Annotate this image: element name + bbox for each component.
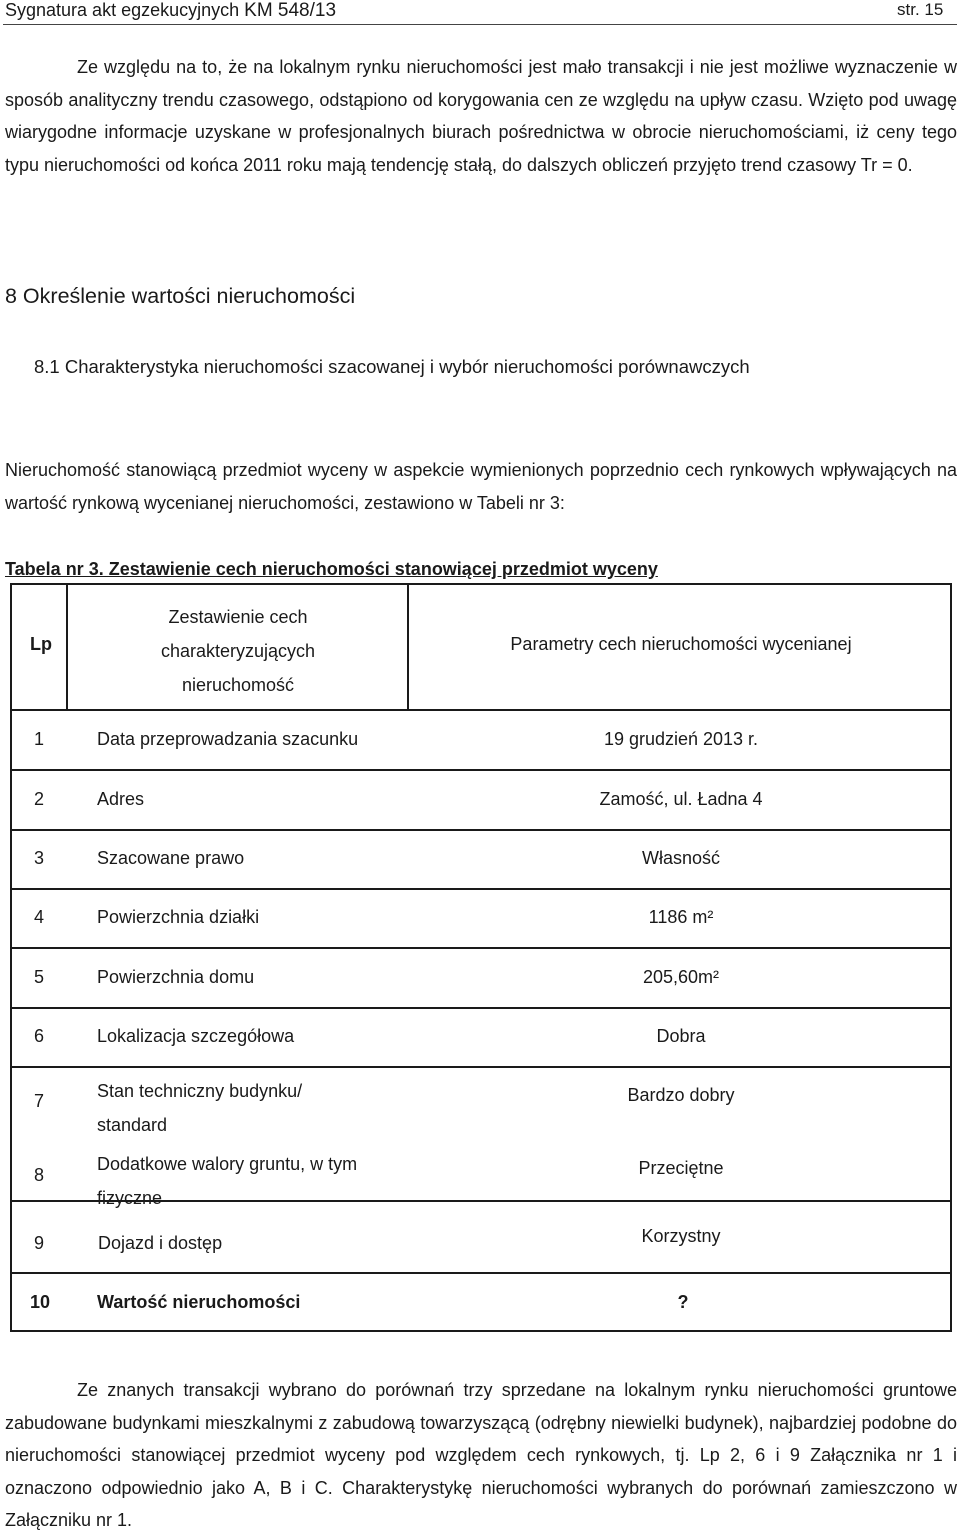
row-lp: 8	[34, 1165, 45, 1185]
row-feature-line: fizyczne	[97, 1188, 163, 1208]
header-params: Parametry cech nieruchomości wycenianej	[510, 634, 852, 654]
table-row-divider	[10, 1066, 952, 1068]
section-heading: 8 Określenie wartości nieruchomości	[5, 284, 356, 308]
row-value: Przeciętne	[638, 1158, 724, 1178]
row-feature	[97, 1147, 357, 1215]
row-value: Bardzo dobry	[627, 1085, 735, 1105]
row-feature: Dojazd i dostęp	[98, 1233, 223, 1253]
row-feature: Powierzchnia domu	[97, 967, 255, 987]
row-feature: Data przeprowadzania szacunku	[97, 729, 359, 749]
row-feature: Adres	[97, 789, 145, 809]
signature-prefix: Sygnatura akt egzekucyjnych	[5, 0, 245, 20]
header-divider	[3, 24, 957, 25]
document-signature	[5, 0, 336, 22]
row-lp: 5	[34, 967, 45, 987]
row-value: Korzystny	[641, 1226, 721, 1246]
header-feature-line: nieruchomość	[181, 675, 295, 695]
header-feature-line: Zestawienie cech	[168, 607, 308, 627]
intro-paragraph: Ze względu na to, że na lokalnym rynku nieruchomości jest mało transakcji i nie jest możliwe wyznaczenie w sposób analityczny trendu czasowego, odstąpiono od korygowania cen ze względu na upływ czasu. Wzięto pod uwagę wiarygodne informacje uzyskane w profesjonalnych biurach pośrednictwa w obrocie nieruchomościami, iż ceny tego typu nieruchomości od końca 2011 roku mają tendencję stałą, do dalszych obliczeń przyjęto trend czasowy Tr = 0.	[5, 57, 957, 175]
table-row-divider	[10, 888, 952, 890]
row-value: ?	[677, 1292, 689, 1312]
table-row-divider	[10, 947, 952, 949]
features-table	[10, 583, 952, 1332]
description-paragraph: Nieruchomość stanowiącą przedmiot wyceny w aspekcie wymienionych poprzednio cech rynkowych wpływających na wartość rynkową wycenianej nieruchomości, zestawiono w Tabeli nr 3:	[5, 460, 957, 513]
row-value: 19 grudzień 2013 r.	[603, 729, 759, 749]
row-value: Własność	[641, 848, 721, 868]
table-border-bottom	[10, 1330, 952, 1332]
row-lp: 6	[34, 1026, 45, 1046]
row-feature: Szacowane prawo	[97, 848, 245, 868]
row-value: 205,60m²	[642, 967, 720, 987]
table-col-divider	[407, 583, 409, 709]
table-row-divider	[10, 1272, 952, 1274]
table-row-divider	[10, 1007, 952, 1009]
header-feature	[161, 600, 315, 702]
row-feature-line: standard	[97, 1115, 168, 1135]
table-border-right	[950, 583, 952, 1332]
row-lp: 7	[34, 1091, 45, 1111]
page-number: str. 15	[897, 0, 944, 19]
row-lp: 10	[30, 1292, 51, 1312]
row-lp: 1	[34, 729, 45, 749]
row-lp: 3	[34, 848, 45, 868]
row-value: Zamość, ul. Ładna 4	[599, 789, 763, 809]
row-feature: Powierzchnia działki	[97, 907, 260, 927]
subsection-heading: 8.1 Charakterystyka nieruchomości szacowanej i wybór nieruchomości porównawczych	[34, 356, 750, 377]
table-border-top	[10, 583, 952, 585]
table-header-divider	[10, 709, 952, 711]
closing-paragraph: Ze znanych transakcji wybrano do porównań trzy sprzedane na lokalnym rynku nieruchomości gruntowe zabudowane budynkami mieszkalnymi z zabudową towarzyszącą (odrębny niewielki budynek), najbardziej podobne do nieruchomości stanowiącej przedmiot wyceny pod względem cech rynkowych, tj. Lp 2, 6 i 9 Załącznika nr 1 i oznaczono odpowiednio jako A, B i C. Charakterystykę nieruchomości wybranych do porównań zamieszczono w Załączniku nr 1.	[5, 1380, 957, 1531]
table-caption: Tabela nr 3. Zestawienie cech nieruchomości stanowiącej przedmiot wyceny	[5, 559, 658, 579]
table-col-divider	[66, 583, 68, 709]
row-lp: 2	[34, 789, 45, 809]
table-row-divider	[10, 829, 952, 831]
row-lp: 9	[34, 1233, 45, 1253]
row-lp: 4	[34, 907, 45, 927]
table-border-left	[10, 583, 12, 1332]
table-row-divider	[10, 769, 952, 771]
row-feature	[97, 1074, 302, 1142]
row-feature-line: Dodatkowe walory gruntu, w tym	[97, 1154, 358, 1174]
row-feature: Wartość nieruchomości	[97, 1292, 301, 1312]
row-value: 1186 m²	[648, 907, 714, 927]
row-feature-line: Stan techniczny budynku/	[97, 1081, 303, 1101]
row-feature: Lokalizacja szczegółowa	[97, 1026, 295, 1046]
header-feature-line: charakteryzujących	[160, 641, 316, 661]
signature-number: KM 548/13	[244, 0, 337, 21]
header-lp: Lp	[30, 634, 52, 654]
row-value: Dobra	[656, 1026, 706, 1046]
